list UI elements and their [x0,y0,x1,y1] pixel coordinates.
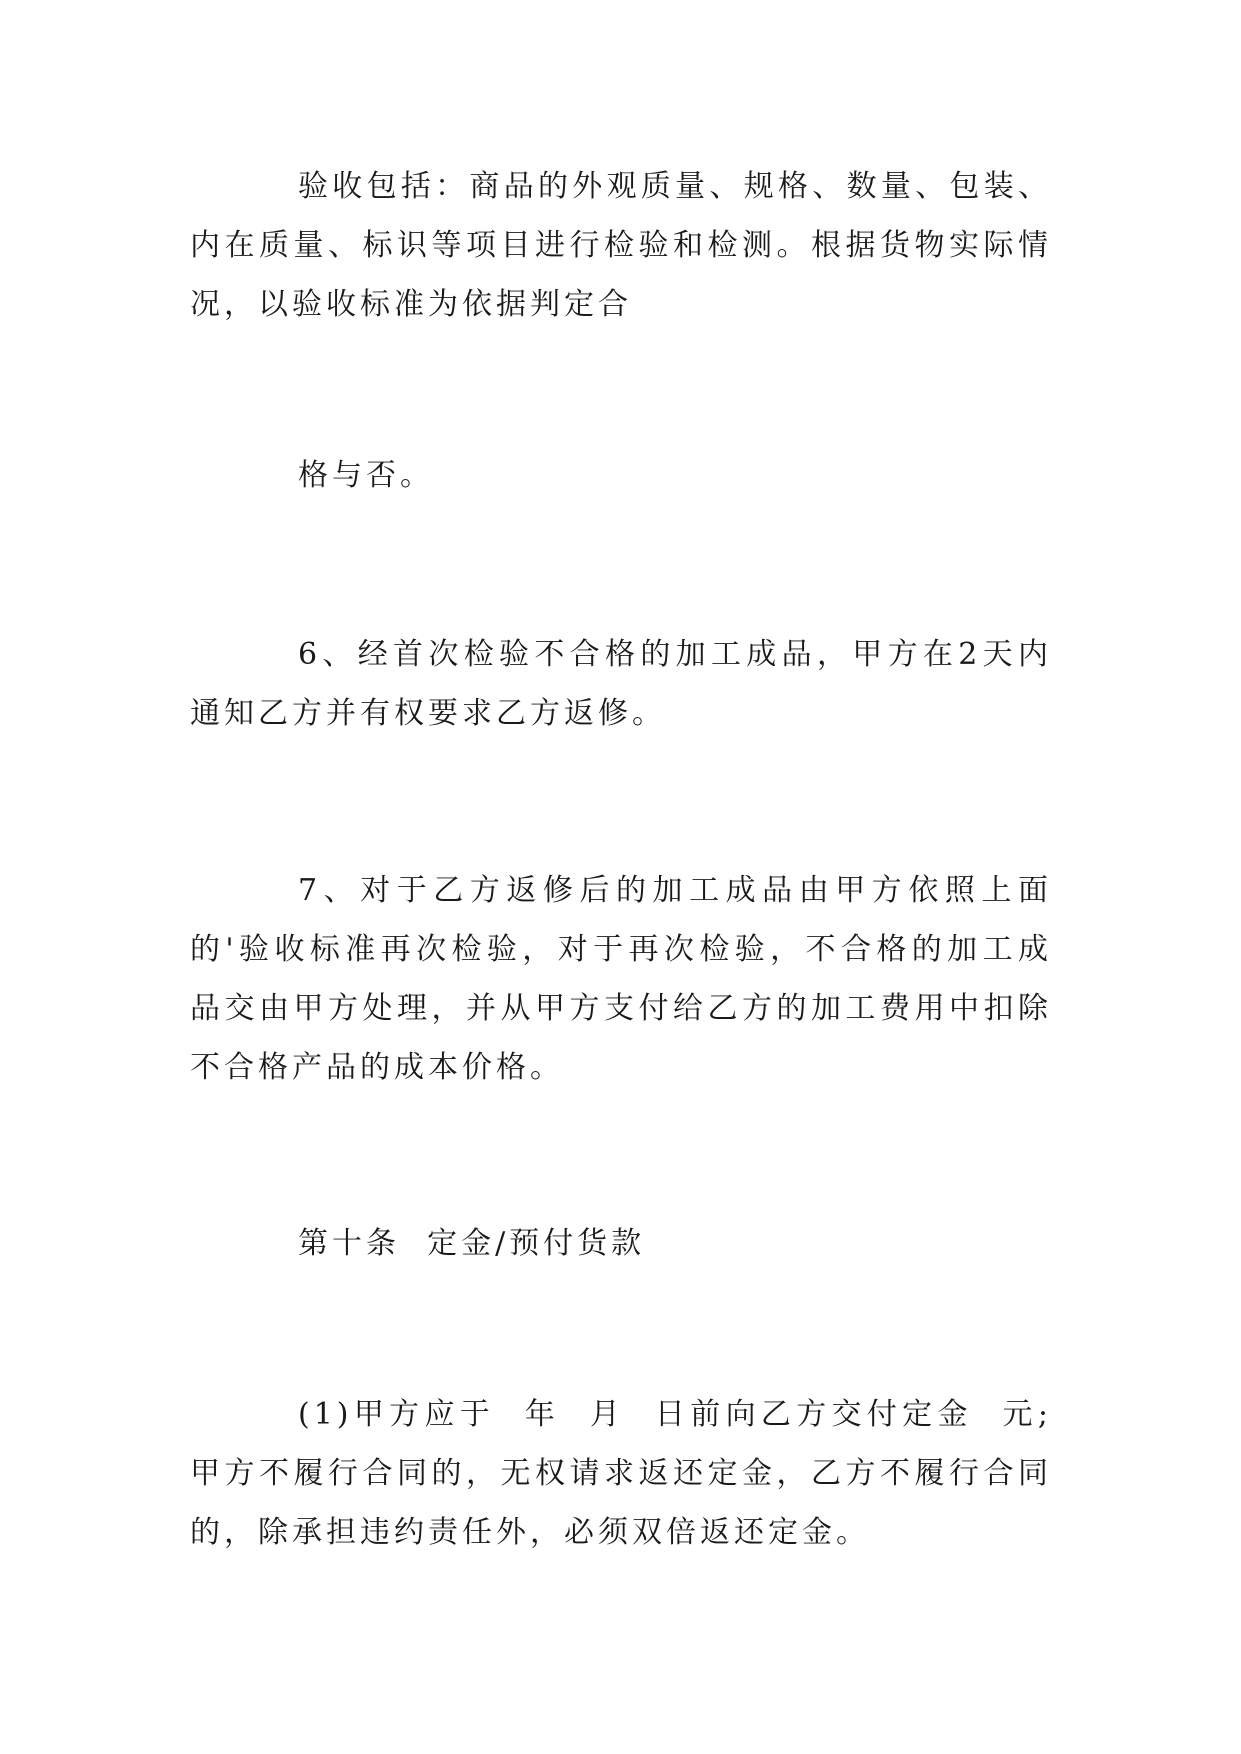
paragraph-acceptance-scope-continued: 格与否。 [298,458,434,493]
article-10-heading: 第十条 定金/预付货款 [298,1226,646,1261]
paragraph-clause-7: 7、对于乙方返修后的加工成品由甲方依照上面的'验收标准再次检验，对于再次检验，不合格的加工成品交由甲方处理，并从甲方支付给乙方的加工费用中扣除不合格产品的成本价格。 [190,873,1052,1085]
paragraph-clause-6: 6、经首次检验不合格的加工成品，甲方在2天内通知乙方并有权要求乙方返修。 [190,637,1052,731]
paragraph-deposit-clause-1: (1)甲方应于 年 月 日前向乙方交付定金 元;甲方不履行合同的，无权请求返还定金，乙方不履行合同的，除承担违约责任外，必须双倍返还定金。 [190,1397,1052,1550]
paragraph-acceptance-scope: 验收包括：商品的外观质量、规格、数量、包装、内在质量、标识等项目进行检验和检测。根据货物实际情况，以验收标准为依据判定合 [190,169,1052,322]
